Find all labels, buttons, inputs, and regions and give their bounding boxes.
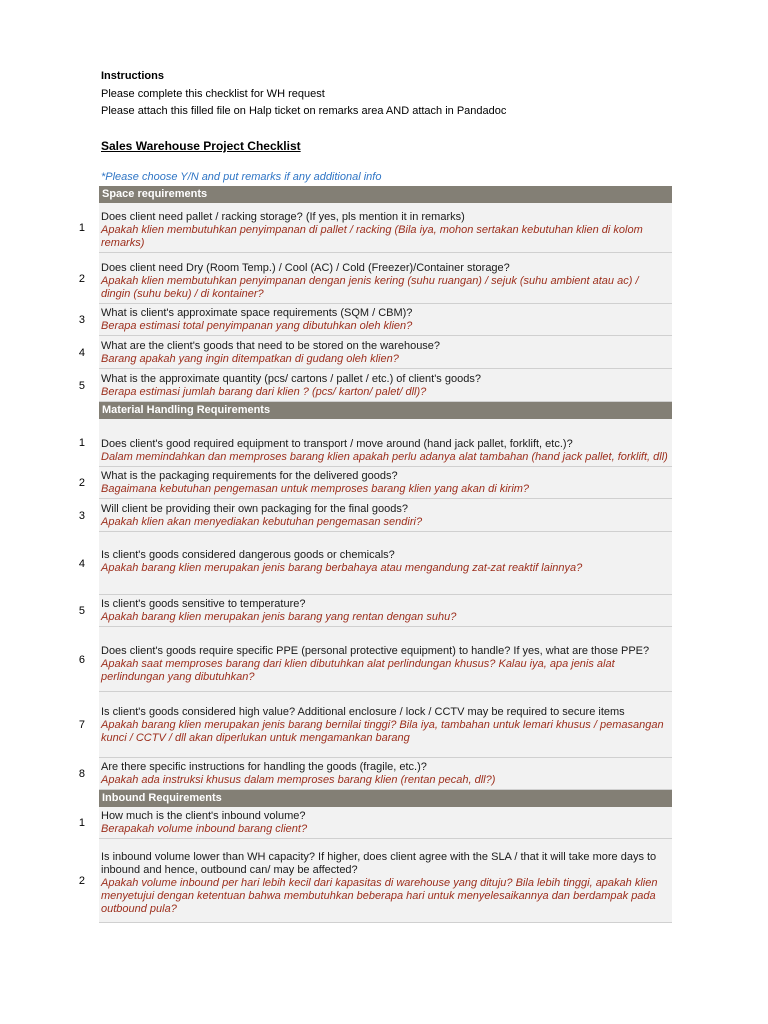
row-number: 7 xyxy=(78,719,85,731)
row-number: 6 xyxy=(78,653,85,666)
question-english: Are there specific instructions for handling the goods (fragile, etc.)? xyxy=(101,761,427,773)
question-english: Is client's goods considered dangerous goods or chemicals? xyxy=(101,549,395,561)
checklist-table xyxy=(0,186,768,923)
question-english: How much is the client's inbound volume? xyxy=(101,810,306,822)
question-english: What is the approximate quantity (pcs/ cartons / pallet / etc.) of client's goods? xyxy=(101,373,481,385)
question-cell xyxy=(99,369,672,402)
question-indonesian: Apakah klien akan menyediakan kebutuhan pengemasan sendiri? xyxy=(101,516,423,528)
row-number: 5 xyxy=(78,379,85,392)
document-title: Sales Warehouse Project Checklist xyxy=(101,139,301,153)
checklist-row xyxy=(0,369,768,402)
question-english: What are the client's goods that need to be stored on the warehouse? xyxy=(101,340,441,352)
question-english: Does client's good required equipment to transport / move around (hand jack pallet, forklift, etc.)? xyxy=(101,438,573,450)
row-number: 2 xyxy=(78,477,85,489)
question-cell xyxy=(99,203,672,253)
question-indonesian: Apakah barang klien merupakan jenis barang yang rentan dengan suhu? xyxy=(101,611,457,623)
row-number: 2 xyxy=(78,272,85,285)
row-number: 2 xyxy=(78,875,85,887)
question-english: What is the packaging requirements for the delivered goods? xyxy=(101,470,398,482)
row-number: 3 xyxy=(78,314,85,326)
question-cell xyxy=(99,839,672,923)
question-english: Does client's goods require specific PPE (personal protective equipment) to handle? If yes, what are those PPE? xyxy=(101,645,650,657)
row-number: 5 xyxy=(78,605,85,617)
section-header-inbound: Inbound Requirements xyxy=(99,790,672,807)
question-indonesian: Berapakah volume inbound barang client? xyxy=(101,823,308,835)
question-english: Does client need Dry (Room Temp.) / Cool (AC) / Cold (Freezer)/Container storage? xyxy=(101,262,510,274)
question-english: Is client's goods sensitive to temperature? xyxy=(101,598,306,610)
checklist-row xyxy=(0,627,768,692)
checklist-row xyxy=(0,499,768,532)
question-indonesian: Bagaimana kebutuhan pengemasan untuk memproses barang klien yang akan di kirim? xyxy=(101,483,530,495)
row-number: 3 xyxy=(78,509,85,522)
question-english: Will client be providing their own packaging for the final goods? xyxy=(101,503,408,515)
question-cell xyxy=(99,807,672,839)
question-indonesian: Apakah ada instruksi khusus dalam memproses barang klien (rentan pecah, dll?) xyxy=(101,774,496,786)
question-english: What is client's approximate space requirements (SQM / CBM)? xyxy=(101,307,413,319)
question-cell xyxy=(99,627,672,692)
question-indonesian: Apakah barang klien merupakan jenis barang bernilai tinggi? Bila iya, tambahan untuk lemari khusus / pemasangan kunci / CCTV / dll akan diperlukan untuk mengamankan barang xyxy=(101,719,664,744)
section-header-material-handling: Material Handling Requirements xyxy=(99,402,672,419)
question-indonesian: Berapa estimasi jumlah barang dari klien ? (pcs/ karton/ palet/ dll)? xyxy=(101,386,427,398)
question-indonesian: Apakah volume inbound per hari lebih kecil dari kapasitas di warehouse yang dituju? Bila lebih tinggi, apakah klien menyetujui dengan ketentuan bahwa membutuhkan beberapa hari untuk menyelesaikannya dan berdampak pada outbound pula? xyxy=(101,877,658,915)
question-english: Is inbound volume lower than WH capacity? If higher, does client agree with the SLA / that it will take more days to inbound and hence, outbound can/ may be affected? xyxy=(101,851,657,876)
question-cell xyxy=(99,304,672,336)
checklist-row xyxy=(0,758,768,790)
row-number: 8 xyxy=(78,768,85,780)
checklist-row xyxy=(0,253,768,304)
instructions-line-1: Please complete this checklist for WH request xyxy=(101,87,325,100)
row-number: 4 xyxy=(78,557,85,570)
checklist-row xyxy=(0,532,768,595)
checklist-row xyxy=(0,839,768,923)
question-cell xyxy=(99,467,672,499)
question-indonesian: Barang apakah yang ingin ditempatkan di gudang oleh klien? xyxy=(101,353,399,365)
instruction-note: *Please choose Y/N and put remarks if any additional info xyxy=(101,171,382,183)
instructions-line-2: Please attach this filled file on Halp ticket on remarks area AND attach in Pandadoc xyxy=(101,105,507,117)
question-english: Is client's goods considered high value? Additional enclosure / lock / CCTV may be required to secure items xyxy=(101,706,625,718)
checklist-row xyxy=(0,419,768,467)
instructions-title: Instructions xyxy=(101,70,164,82)
question-cell xyxy=(99,595,672,627)
question-indonesian: Apakah saat memproses barang dari klien dibutuhkan alat perlindungan khusus? Kalau iya, apa jenis alat perlindungan yang dibutuhkan? xyxy=(101,658,615,683)
question-cell xyxy=(99,758,672,790)
instructions-block xyxy=(101,68,701,121)
row-number: 1 xyxy=(78,222,85,234)
question-cell xyxy=(99,692,672,758)
question-english: Does client need pallet / racking storage? (If yes, pls mention it in remarks) xyxy=(101,211,465,223)
checklist-row xyxy=(0,304,768,336)
question-cell xyxy=(99,253,672,304)
question-cell xyxy=(99,532,672,595)
question-cell xyxy=(99,419,672,467)
checklist-row xyxy=(0,595,768,627)
checklist-row xyxy=(0,692,768,758)
question-cell xyxy=(99,499,672,532)
question-indonesian: Berapa estimasi total penyimpanan yang dibutuhkan oleh klien? xyxy=(101,320,413,332)
row-number: 1 xyxy=(78,437,85,449)
checklist-row xyxy=(0,807,768,839)
question-indonesian: Dalam memindahkan dan memproses barang klien apakah perlu adanya alat tambahan (hand jack pallet, forklift, dll) xyxy=(101,451,668,463)
checklist-row xyxy=(0,203,768,253)
question-indonesian: Apakah klien membutuhkan penyimpanan dengan jenis kering (suhu ruangan) / sejuk (suhu ambient atau ac) / dingin (suhu beku) / di kontainer? xyxy=(101,275,639,300)
checklist-row xyxy=(0,336,768,369)
question-indonesian: Apakah barang klien merupakan jenis barang berbahaya atau mengandung zat-zat reaktif lainnya? xyxy=(101,562,583,574)
checklist-row xyxy=(0,467,768,499)
section-header-space: Space requirements xyxy=(99,186,672,203)
question-indonesian: Apakah klien membutuhkan penyimpanan di pallet / racking (Bila iya, mohon sertakan kebutuhan klien di kolom remarks) xyxy=(101,224,643,249)
row-number: 1 xyxy=(78,817,85,829)
row-number: 4 xyxy=(78,346,85,359)
question-cell xyxy=(99,336,672,369)
